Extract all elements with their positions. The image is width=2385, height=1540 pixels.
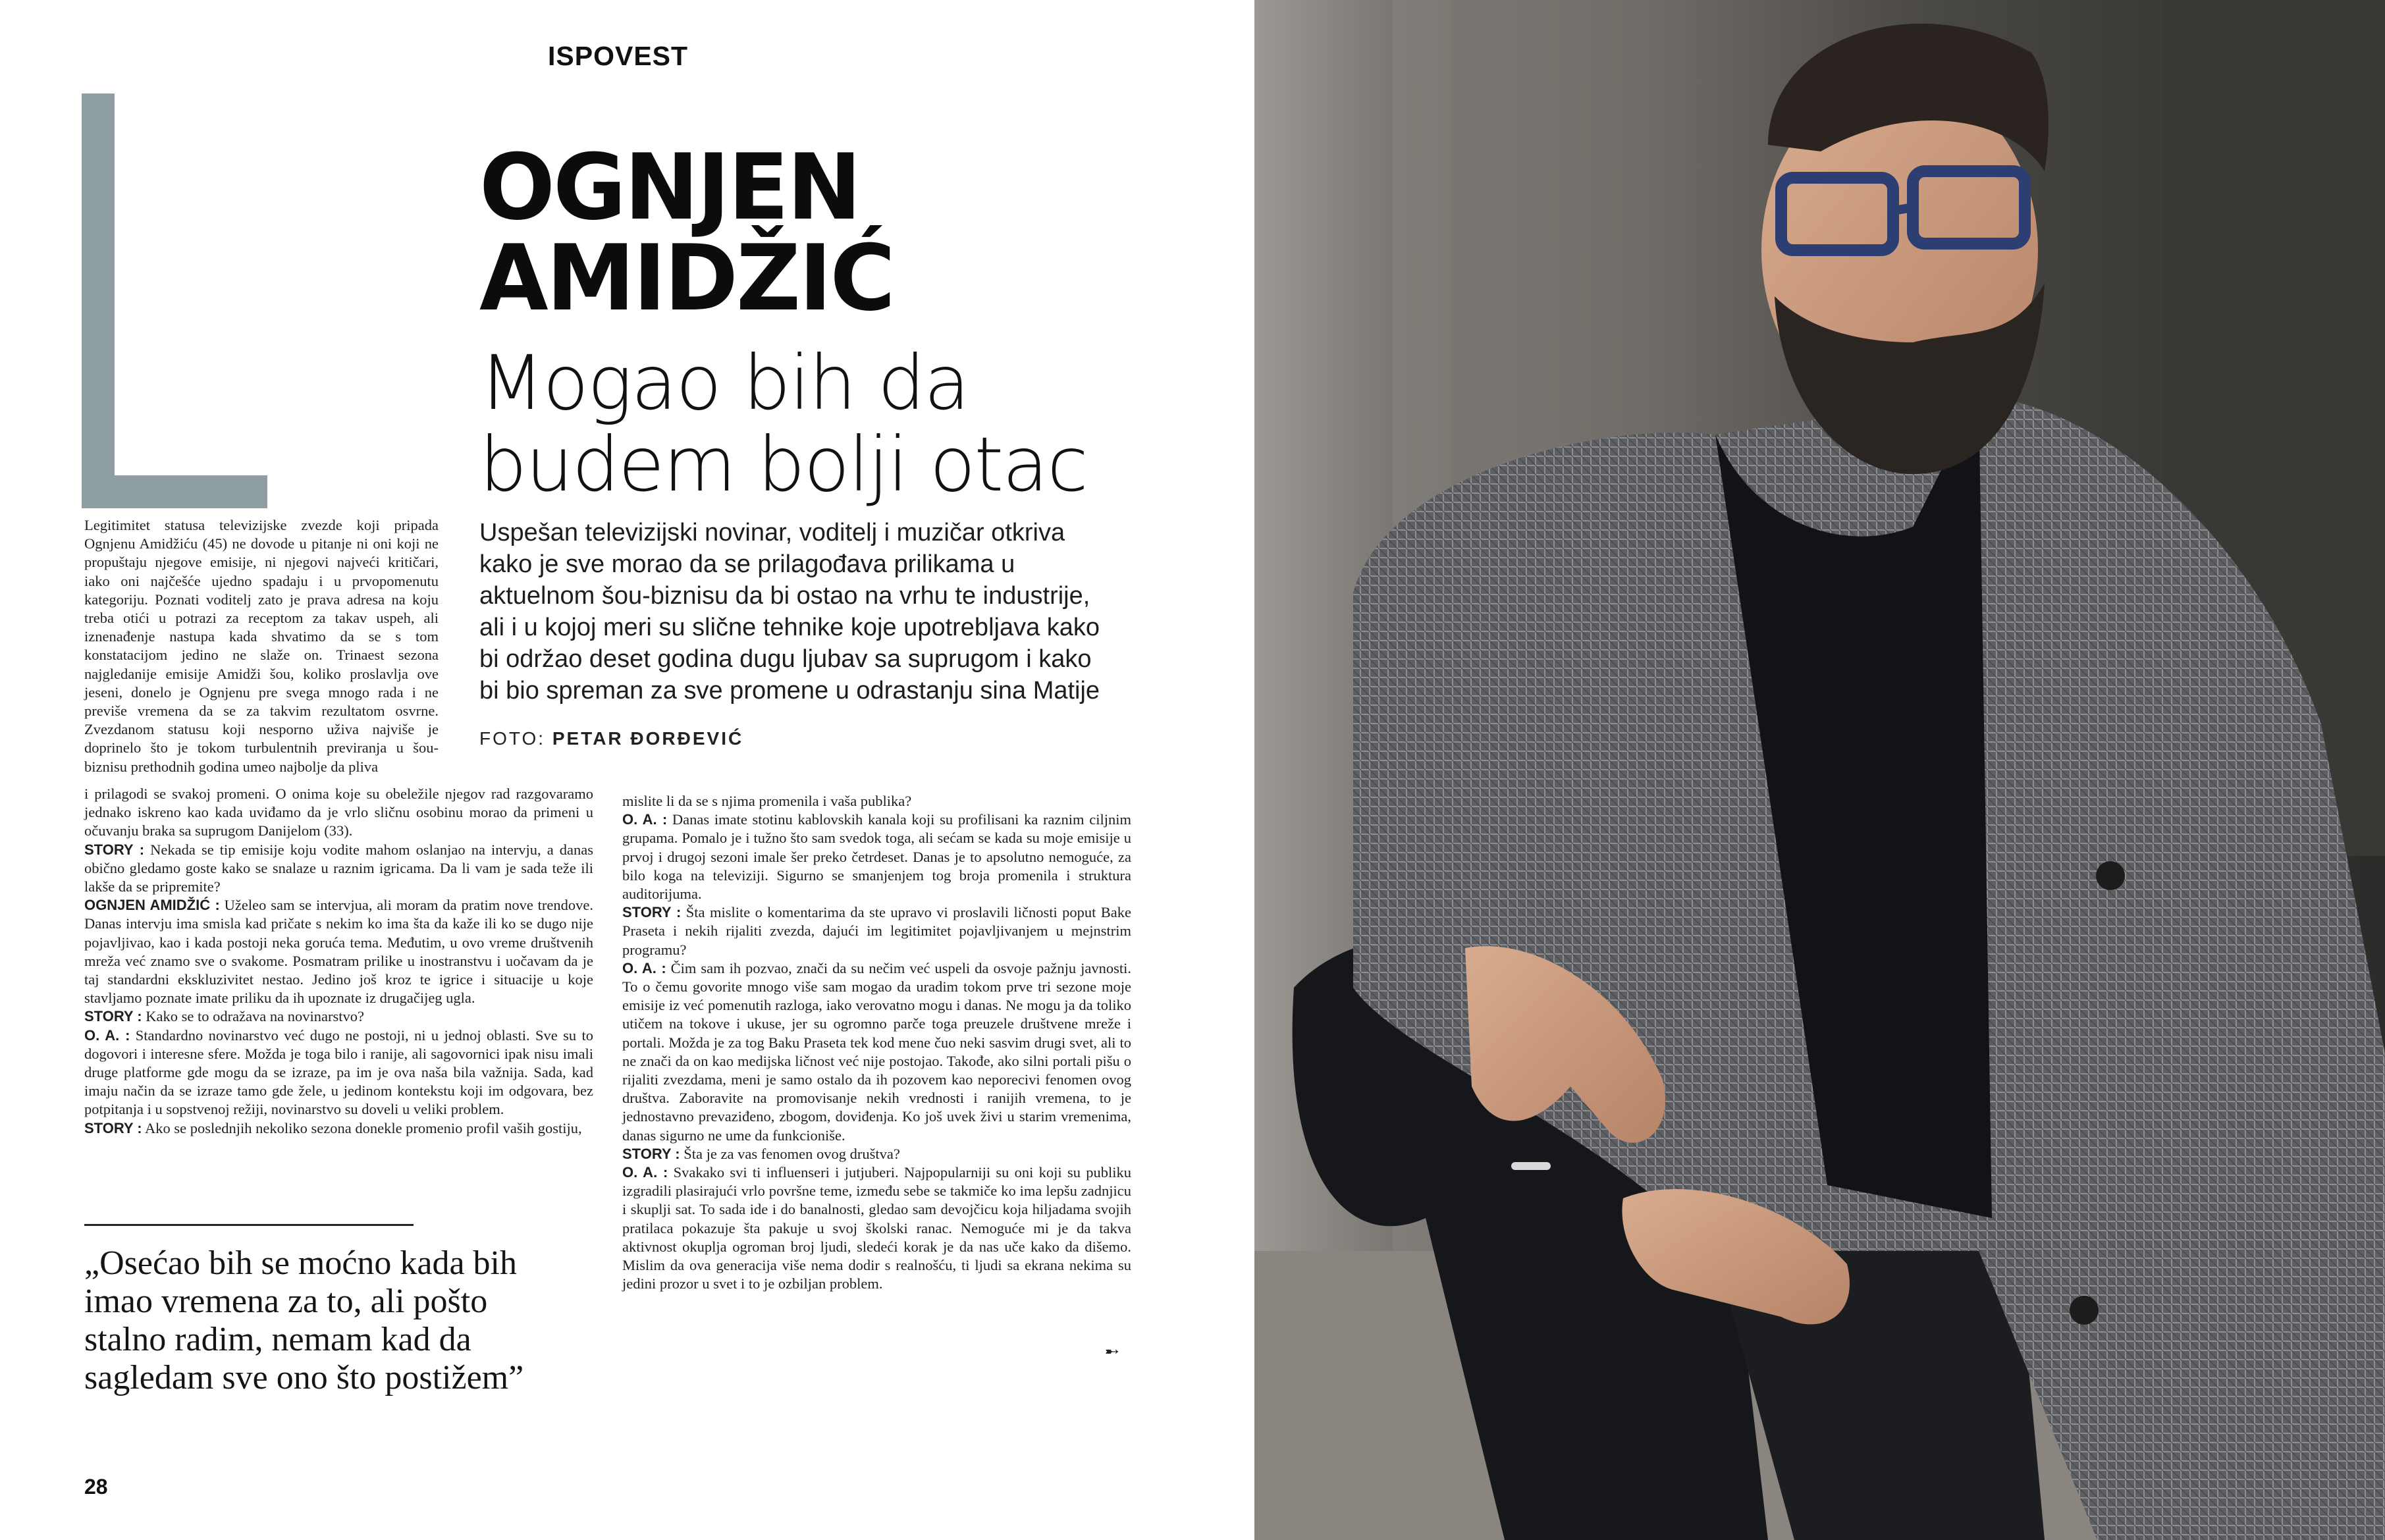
answer-label: O. A. :: [622, 959, 666, 976]
body-column-left: [84, 785, 593, 1138]
question-5: STORY : Šta je za vas fenomen ovog društva?: [622, 1145, 900, 1162]
portrait-illustration: [1254, 0, 2385, 1540]
answer-1: OGNJEN AMIDŽIĆ : Uželeo sam se intervjua, ali moram da pratim nove trendove. Danas intervju ima smisla kad pričate s nekim ko ima šta da kaže ili ko se dugo nije pojavljivao, kao i kada postoji neka goruća tema. Međutim, u ovo vreme društvenih mreža već znamo sve o svakome. Posmatram prilike u inostranstvu i uočavam da je taj standardni ekskluzivitet nestao. Jedino još kroz te igrice i situacije u koje stavljamo poznate imate priliku da ih upoznate iz drugačijeg ugla.: [84, 897, 594, 1007]
answer-label: O. A. :: [622, 1164, 668, 1181]
intro-paragraph: Legitimitet statusa televizijske zvezde koji pripada Ognjenu Amidžiću (45) ne dovode u pitanje ni oni koji ne propuštaju njegove emisije, ni njegovi najveći kritičari, iako oni najčešće ujedno spadaju i u prvopomenutu kategoriju. Poznati voditelj zato je prava adresa na koju treba otići u potrazi za receptom za takav uspeh, ali iznenađenje nastupa kada shvatimo da se s tom konstatacijom jedino ne slaže on. Trinaest sezona najgledanije emisije Amidži šou, koliko proslavlja ove jeseni, donelo je Ognjenu pre svega mnogo rada i ne previše vremena da se za takvim rezultatom osvrne. Zvezdanom statusu koji nesporno uživa najviše je doprinelo što je tokom turbulentnih previranja u šou-biznisu prethodnih godina umeo najbolje da pliva: [84, 517, 439, 775]
section-label: ISPOVEST: [548, 41, 689, 71]
pull-quote: „Osećao bih se moćno kada bih imao vremena za to, ali pošto stalno radim, nemam kad da sagledam sve ono što postižem”: [84, 1244, 524, 1396]
body-column-right: [622, 792, 1131, 1293]
credit-label: FOTO:: [479, 728, 546, 749]
question-label: STORY :: [622, 904, 682, 921]
continue-arrow-icon: ➸: [1105, 1342, 1119, 1362]
intro-continuation: i prilagodi se svakoj promeni. O onima koje su obeležile njegov rad razgovaramo jednako iskreno kao kada uviđamo da je vrlo sličnu osobinu morao da primeni u očuvanju braka sa suprugom Danijelom (33).: [84, 785, 593, 839]
title-line-1: OGNJEN: [479, 134, 860, 240]
answer-5: O. A. : Svakako svi ti influenseri i jutjuberi. Najpopularniji su oni koji su publiku izgradili plasirajući vrlo površne teme, između sebe se takmiče ko ima lepšu zadnjicu i skuplji sat. To sada ide i do banalnosti, gledao sam devojčicu koja hiljadama svojih pratilaca pokazuje šta pakuje u svoj školski ranac. Nemoguće mi je da takva aktivnost okuplja ogroman broj ljudi, sledeći korak je da nas uče kako da dišemo. Mislim da ova generacija više nema dodir s realnošću, ti ljudi sa ekrana nekima su jedini prozor u svet i to je ozbiljan problem.: [622, 1164, 1131, 1292]
photo-credit: [479, 728, 743, 749]
pull-quote-rule: [84, 1224, 414, 1226]
answer-label: O. A. :: [84, 1026, 130, 1044]
question-label: STORY :: [84, 841, 145, 858]
answer-label: OGNJEN AMIDŽIĆ :: [84, 897, 220, 914]
subtitle-line-1: Mogao bih da: [479, 339, 969, 427]
credit-name: PETAR ĐORĐEVIĆ: [552, 728, 744, 749]
question-label: STORY :: [622, 1145, 680, 1162]
question-2: STORY : Kako se to odražava na novinarstvo?: [84, 1008, 365, 1025]
page-number: 28: [84, 1475, 108, 1499]
answer-4: O. A. : Čim sam ih pozvao, znači da su nečim već uspeli da osvoje pažnju javnosti. To o čemu govorite mnogo više sam mogao da uradim tokom prve tri sezone moje emisije iz već pomenutih razloga, iako verovatno mogu i danas. Ne mogu ja da toliko utičem na tokove i ukuse, jer su ogromno parče toga preuzele društvene mreže i portali. Možda je za tog Baku Praseta tek kod mene čuo neki sasvim drugi svet, ali to ne znači da on kao medijska ličnost već nije postojao. Takođe, ako silni portali pišu o rijaliti zvezdama, meni je samo ostalo da ih pozovem kao neporecivi fenomen ovog društva. Zaboravite na promovisanje nekih vrednosti i ranijih vremena, to je jednostavno prevaziđeno, zbogom, doviđenja. Ko još uvek živi u starim vremenima, danas sigurno ne ume da funkcioniše.: [622, 959, 1131, 1144]
title-line-2: AMIDŽIĆ: [479, 225, 894, 331]
article-title: [479, 134, 894, 331]
article-subtitle: [479, 339, 1087, 508]
answer-label: O. A. :: [622, 811, 668, 828]
answer-3: O. A. : Danas imate stotinu kablovskih kanala koji su profilisani ka raznim ciljnim grupama. Pomalo je i tužno što sam svedok toga, ali sećam se kada su moje emisije u prvoj i drugoj sezoni imale šer preko četrdeset. Danas je to apsolutno nemoguće, za bilo koga na televiziji. Sigurno se smanjenjem tog broja promenila i struktura auditorijuma.: [622, 811, 1131, 903]
question-4: STORY : Šta mislite o komentarima da ste upravo vi proslavili ličnosti poput Bake Praseta i nekih rijaliti zvezda, dajući im legitimitet pojavljivanjem u mejnstrim programu?: [622, 904, 1132, 958]
question-3-continuation: mislite li da se s njima promenila i vaša publika?: [622, 793, 912, 809]
question-1: STORY : Nekada se tip emisije koju vodite mahom oslanjao na intervju, a danas obično gledamo goste kako se snalaze u raznim igricama. Da li vam je sada teže ili lakše da se pripremite?: [84, 841, 594, 895]
answer-2: O. A. : Standardno novinarstvo već dugo ne postoji, ni u jednoj oblasti. Sve su to dogovori i interesne sfere. Možda je toga bilo i ranije, ali sagovornici ipak nisu imali druge platforme gde mogu da se izraze, pa im je ova naša bila važnija. Sada, kad imaju način da se izraze tamo gde žele, u jedinom kontekstu koji im odgovara, bez potpitanja i u sopstvenoj režiji, novinarstvo su doveli u veliki problem.: [84, 1026, 593, 1118]
lead-paragraph: Uspešan televizijski novinar, voditelj i muzičar otkriva kako je sve morao da se prilagođava prilikama u aktuelnom šou-biznisu da bi ostao na vrhu te industrije, ali i u kojoj meri su slične tehnike koje upotrebljava kako bi održao deset godina dugu ljubav sa suprugom i kako bi bio spreman za sve promene u odrastanju sina Matije: [479, 519, 1100, 704]
question-label: STORY :: [84, 1119, 142, 1136]
portrait-photo: [1254, 0, 2385, 1540]
subtitle-line-2: budem bolji otac: [479, 421, 1087, 508]
drop-cap-l: [0, 0, 277, 527]
body-column-intro: [84, 516, 439, 776]
question-3: STORY : Ako se poslednjih nekoliko sezona donekle promenio profil vaših gostiju,: [84, 1119, 582, 1136]
question-label: STORY :: [84, 1008, 142, 1025]
